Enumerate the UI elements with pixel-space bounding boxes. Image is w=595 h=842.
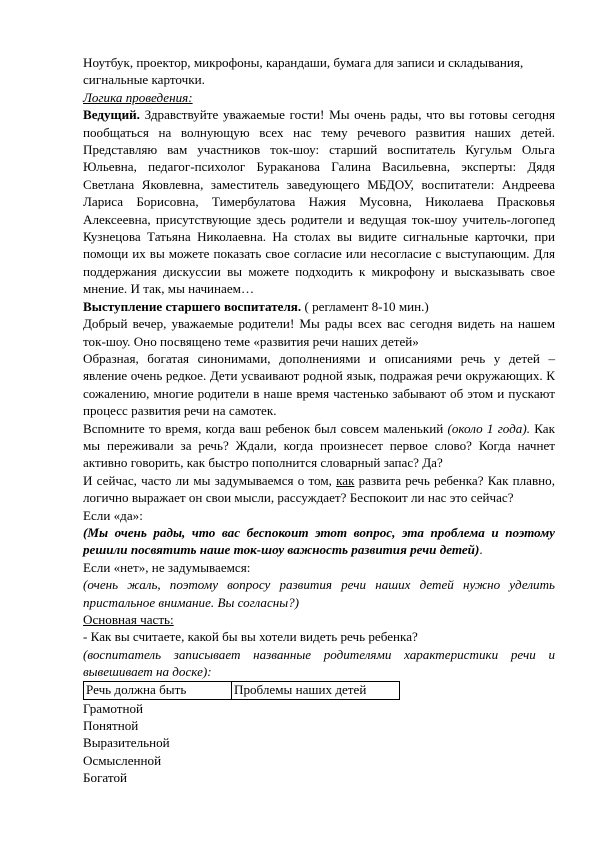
yes-answer-italic: (Мы очень рады, что вас беспокоит этот вопрос, эта проблема и поэтому решили посвятить наше ток-шоу важность развития речи детей) (83, 524, 555, 558)
now-text-b: развита речь ребенка? Как плавно, логично выражает он свои мысли, рассуждает? Беспокоит ли нас это сейчас? (83, 472, 556, 506)
list-item: Понятной (83, 718, 139, 734)
host-label: Ведущий. (83, 107, 140, 123)
qualities-list (83, 700, 555, 787)
greeting-paragraph: Добрый вечер, уважаемые родители! Мы рады всех вас сегодня видеть на нашем ток-шоу. Оно посвящено теме «развития речи наших детей» (83, 316, 555, 349)
main-part-heading: Основная часть: (83, 612, 174, 627)
list-item: Выразительной (83, 735, 170, 751)
question-text: - Как вы считаете, какой бы вы хотели видеть речь ребенка? (83, 629, 418, 645)
materials-text: Ноутбук, проектор, микрофоны, карандаши, бумага для записи и складывания, сигнальные карточки. (83, 55, 524, 88)
speech-heading (83, 298, 555, 315)
list-item: Богатой (83, 770, 128, 786)
remember-paragraph (83, 420, 555, 472)
if-yes-label: Если «да»: (83, 507, 143, 523)
table-header-problems: Проблемы наших детей (232, 681, 400, 699)
speech-heading-rest: ( регламент 8-10 мин.) (301, 298, 429, 314)
remember-text-a: Вспомните то время, когда ваш ребенок был совсем маленький (83, 420, 448, 436)
list-item: Грамотной (83, 700, 144, 716)
now-underlined: как (336, 472, 355, 488)
list-item: Осмысленной (83, 752, 162, 768)
remember-italic: (около 1 года). (447, 420, 530, 436)
remember-text-b: Как мы переживали за речь? Ждали, когда произнесет первое слово? Когда начнет активно говорить, как быстро пополнится словарный запас? Да? (83, 420, 555, 471)
table-header-row (84, 681, 400, 699)
if-no-label: Если «нет», не задумываемся: (83, 559, 251, 575)
figurative-paragraph: Образная, богатая синонимами, дополнениями и описаниями речь у детей – явление очень редкое. Дети усваивают родной язык, подражая речи окружающих. К сожалению, многие родители в наше время частенько забывают об этом и пускают процесс развития речи на самотек. (83, 350, 555, 419)
logic-heading: Логика проведения: (83, 89, 193, 105)
speech-heading-bold: Выступление старшего воспитателя. (83, 298, 302, 314)
now-paragraph (83, 472, 555, 507)
now-text-a: И сейчас, часто ли мы задумываемся о том, (83, 472, 337, 488)
no-answer: (очень жаль, поэтому вопросу развития речи наших детей нужно уделить пристальное внимание. Вы согласны?) (83, 577, 555, 610)
table-header-speech: Речь должна быть (84, 681, 232, 699)
yes-answer-end: . (479, 542, 483, 558)
document-page (83, 54, 555, 787)
host-paragraph (83, 106, 555, 297)
yes-answer (83, 524, 555, 559)
host-text: Здравствуйте уважаемые гости! Мы очень рады, что вы готовы сегодня пообщаться на волнующую всех нас тему речевого развития наших детей. Представляю вам участников ток-шоу: старший воспитатель Кугульм Ольга Юльевна, педагог-психолог Бураканова Галина Васильевна, эксперты: Дядя Светлана Яковлевна, заместитель заведующего МБДОУ, воспитатели: Андреева Лариса Борисовна, Тимербулатова Нажия Мусовна, Николаева Прасковья Алексеевна, присутствующие здесь родители и ведущая ток-шоу учитель-логопед Кузнецова Татьяна Николаевна. На столах вы видите сигнальные карточки, при помощи их вы можете показать свое согласие или несогласие с выступающим. Для поддержания дискуссии вы можете подходить к микрофону и высказывать свое мнение. И так, мы начинаем… (83, 107, 555, 297)
instruction-text: (воспитатель записывает названные родителями характеристики речи и вывешивает на доске): (83, 646, 555, 680)
speech-table (83, 681, 400, 700)
